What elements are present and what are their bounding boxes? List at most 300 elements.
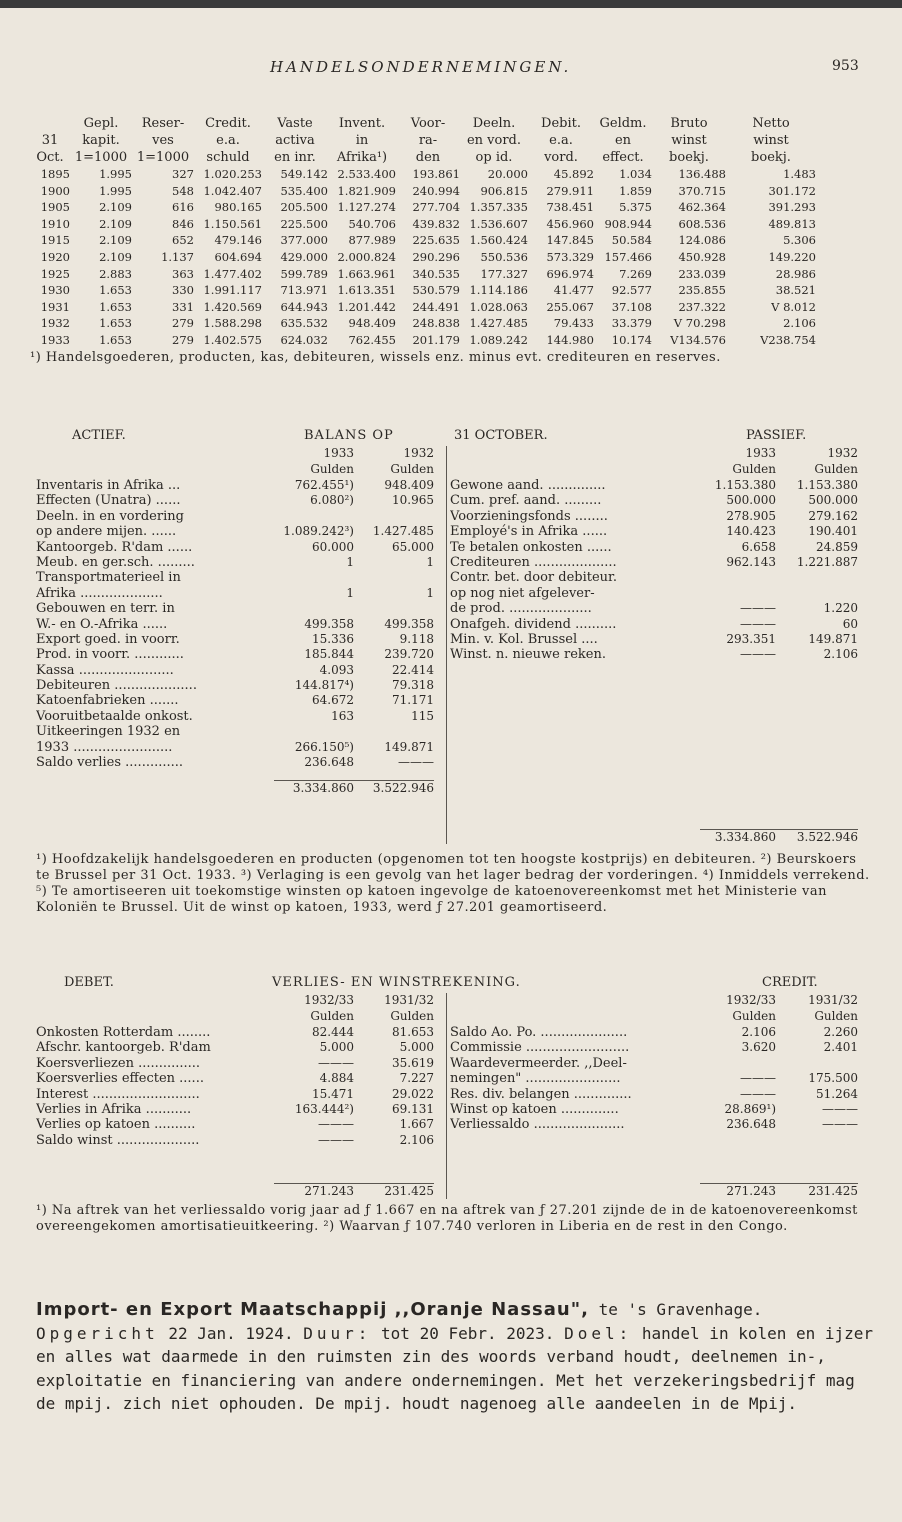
value-cell: 456.960: [546, 216, 594, 231]
item-value-current: 762.455¹): [294, 478, 354, 492]
value-cell: 2.109: [99, 233, 132, 248]
value-cell: 1.653: [99, 299, 132, 314]
item-value-current: [700, 1056, 776, 1071]
column-header: op id.: [475, 150, 513, 165]
value-cell: 235.855: [678, 283, 726, 298]
item-value-previous: 35.619: [392, 1055, 434, 1070]
item-value-current: 236.648: [304, 755, 354, 770]
item-value-current: 4.093: [319, 662, 354, 677]
list-item: [36, 678, 444, 693]
credit-column: [450, 993, 872, 1198]
credit-units: [450, 1009, 872, 1025]
table-row: [30, 282, 872, 299]
list-item: [450, 1071, 872, 1086]
total-1932: 3.522.946: [776, 829, 858, 845]
value-cell: 2.109: [99, 216, 132, 231]
table-row: [30, 166, 872, 183]
value-cell: 1.357.335: [469, 200, 528, 215]
item-label: Interest ..........................: [36, 1086, 200, 1102]
running-title: HANDELSONDERNEMINGEN.: [270, 58, 572, 76]
value-cell: 41.477: [553, 283, 594, 298]
value-cell: 1.089.242: [469, 332, 528, 347]
item-value-current: 163: [331, 708, 354, 723]
list-item: [450, 478, 872, 493]
item-value-previous: [776, 586, 858, 601]
item-value-current: 2.106: [741, 1025, 776, 1039]
item-value-current: 64.672: [312, 693, 354, 708]
item-label: Kassa .......................: [36, 662, 174, 678]
year-cell: 1905: [40, 200, 70, 215]
total-1933: 3.334.860: [274, 780, 354, 796]
item-value-current: 28.869¹): [724, 1101, 776, 1116]
value-cell: 696.974: [546, 266, 594, 281]
credit-lines: [450, 1025, 872, 1133]
year-cell: 1920: [40, 249, 70, 264]
item-value-previous: 1: [426, 585, 434, 600]
list-item: [450, 493, 872, 508]
value-cell: 906.815: [480, 183, 528, 198]
item-value-previous: 69.131: [392, 1101, 434, 1116]
item-label: Saldo winst ....................: [36, 1132, 200, 1148]
debet-years: [36, 993, 444, 1009]
year-cell: 1900: [40, 183, 70, 198]
item-label: Te betalen onkosten ......: [450, 539, 612, 555]
list-item: [36, 478, 444, 493]
item-value-current: 962.143: [726, 554, 776, 569]
list-item: [36, 570, 444, 585]
list-item: [450, 617, 872, 632]
item-value-previous: 279.162: [808, 508, 858, 523]
item-label: W.- en O.-Afrika ......: [36, 616, 168, 632]
table-row: [30, 266, 872, 283]
list-item: [36, 663, 444, 678]
column-header: in: [355, 133, 369, 148]
item-value-previous: 499.358: [384, 616, 434, 631]
value-cell: 20.000: [487, 167, 528, 181]
year-cell: 1932: [40, 316, 70, 331]
year-cell: 1933: [40, 332, 70, 347]
value-cell: 363: [172, 266, 194, 281]
value-cell: 92.577: [611, 283, 652, 298]
value-cell: 1.042.407: [203, 183, 262, 198]
credit-total: [450, 1183, 858, 1199]
value-cell: 330: [172, 283, 194, 298]
company-place: te 's Gravenhage.: [598, 1300, 763, 1319]
value-cell: V 8.012: [771, 299, 816, 314]
value-cell: 479.146: [214, 233, 262, 248]
value-cell: 377.000: [280, 233, 328, 248]
item-label: Contr. bet. door debiteur.: [450, 570, 617, 586]
value-cell: 391.293: [768, 200, 816, 215]
item-label: Winst. n. nieuwe reken.: [450, 647, 606, 663]
column-header: boekj.: [669, 150, 709, 165]
unit-label: Gulden: [310, 1009, 354, 1023]
list-item: [36, 1117, 444, 1132]
year-1933: 1933: [745, 446, 776, 460]
column-header: winst: [753, 133, 789, 148]
year-cell: 1910: [40, 216, 70, 231]
year-cell: 1931: [40, 299, 70, 314]
unit-label: Gulden: [390, 1009, 434, 1023]
item-value-current: [700, 570, 776, 585]
value-cell: 233.039: [678, 266, 726, 281]
list-item: [36, 509, 444, 524]
actief-heading: ACTIEF.: [72, 428, 126, 443]
value-cell: 5.375: [619, 200, 652, 215]
item-value-current: ———: [318, 1132, 354, 1147]
value-cell: 1.420.569: [203, 299, 262, 314]
value-cell: 331: [172, 299, 194, 314]
value-cell: 327: [172, 167, 194, 181]
value-cell: 489.813: [768, 216, 816, 231]
value-cell: 2.109: [99, 249, 132, 264]
doel-text: handel in kolen en ijzer en alles wat daarmede in den ruimsten zin des woords verband houdt, deelnemen in-, exploitatie en financiering van andere ondernemingen. Met het verzekeringsbedrijf mag de mpij. zich niet ophouden. De mpij. houdt nagenoeg alle aandeelen in de Mpij.: [36, 1323, 874, 1413]
value-cell: 1.995: [99, 183, 132, 198]
list-item: [36, 493, 444, 508]
item-label: Afschr. kantoorgeb. R'dam: [36, 1040, 211, 1056]
value-cell: 549.142: [280, 167, 328, 181]
item-value-previous: 190.401: [808, 524, 858, 539]
value-cell: V238.754: [760, 332, 816, 347]
value-cell: 462.364: [678, 200, 726, 215]
value-cell: 608.536: [678, 216, 726, 231]
value-cell: 1.821.909: [337, 183, 396, 198]
wv-footnote: ¹) Na aftrek van het verliessaldo vorig jaar ad ƒ 1.667 en na aftrek van ƒ 27.201 zijnde de in de katoenovereenkomst overeengekomen amortisatieuitkeering. ²) Waarvan ƒ 107.740 verloren in Liberia en de rest in den Congo.: [36, 1203, 858, 1234]
value-cell: 1.028.063: [469, 299, 528, 314]
overview-footnote: ¹) Handelsgoederen, producten, kas, debiteuren, wissels enz. minus evt. crediteuren en reserves.: [30, 349, 721, 365]
passief-units: [450, 462, 872, 478]
value-cell: 1.427.485: [469, 316, 528, 331]
item-label: Debiteuren ....................: [36, 678, 197, 694]
value-cell: 33.379: [611, 316, 652, 331]
list-item: [450, 601, 872, 616]
item-label: Res. div. belangen ..............: [450, 1086, 632, 1102]
balance-title-row: [36, 428, 872, 444]
column-header: ra-: [418, 133, 438, 148]
value-cell: 1.034: [619, 167, 652, 181]
item-label: de prod. ....................: [450, 601, 592, 617]
value-cell: 1.588.298: [203, 316, 262, 331]
list-item: [450, 1025, 872, 1040]
opgericht-value: 22 Jan. 1924.: [168, 1323, 294, 1343]
item-label: Prod. in voorr. ............: [36, 647, 184, 663]
value-cell: 38.521: [775, 283, 816, 298]
value-cell: 1.991.117: [203, 283, 262, 298]
list-item: [450, 1102, 872, 1117]
item-value-previous: 60: [842, 616, 858, 631]
list-item: [36, 1071, 444, 1086]
item-value-current: 266.150⁵): [294, 739, 354, 754]
list-item: [36, 617, 444, 632]
value-cell: 2.000.824: [337, 249, 396, 264]
value-cell: 301.172: [768, 183, 816, 198]
value-cell: 7.269: [619, 266, 652, 281]
item-value-previous: [354, 601, 434, 616]
value-cell: 738.451: [546, 200, 594, 215]
value-cell: 450.928: [678, 249, 726, 264]
item-label: Commissie .........................: [450, 1040, 630, 1056]
value-cell: 429.000: [280, 249, 328, 264]
column-header: Voor-: [410, 116, 446, 131]
item-value-current: ———: [318, 1055, 354, 1070]
value-cell: 10.174: [611, 332, 652, 347]
balance-sheet: [36, 428, 872, 916]
item-label: Waardevermeerder. ,,Deel-: [450, 1055, 627, 1071]
unit-label: Gulden: [814, 462, 858, 476]
column-header: kapit.: [82, 133, 120, 148]
value-cell: 201.179: [412, 332, 460, 347]
wv-heading: VERLIES- EN WINSTREKENING.: [272, 975, 521, 990]
actief-column: [36, 446, 444, 796]
passief-lines: [450, 478, 872, 663]
item-value-previous: [776, 570, 858, 585]
item-label: Crediteuren ....................: [450, 554, 617, 570]
column-header: Vaste: [277, 116, 313, 131]
unit-label: Gulden: [732, 1009, 776, 1023]
list-item: [450, 586, 872, 601]
value-cell: 2.109: [99, 200, 132, 215]
item-label: Employé's in Afrika ......: [450, 524, 608, 540]
value-cell: 1.150.561: [203, 216, 262, 231]
column-header: Reser-: [141, 116, 185, 131]
item-value-current: 293.351: [726, 631, 776, 646]
item-value-previous: 29.022: [392, 1086, 434, 1101]
value-cell: 5.306: [783, 233, 816, 248]
duur-label: Duur:: [303, 1323, 372, 1343]
item-label: Voorzieningsfonds ........: [450, 508, 608, 524]
item-label: op andere mijen. ......: [36, 524, 177, 540]
credit-heading: CREDIT.: [762, 975, 818, 990]
table-row: [30, 232, 872, 249]
value-cell: 1.114.186: [469, 283, 528, 298]
value-cell: 124.086: [678, 233, 726, 248]
item-label: op nog niet afgelever-: [450, 585, 595, 601]
item-value-previous: 239.720: [384, 647, 434, 662]
value-cell: 279: [172, 316, 194, 331]
total-1932-33: 271.243: [274, 1183, 354, 1199]
actief-units: [36, 462, 444, 478]
value-cell: 370.715: [678, 183, 726, 198]
overview-rows: [30, 166, 872, 349]
item-label: Gewone aand. ..............: [450, 478, 606, 493]
item-label: Transportmaterieel in: [36, 570, 181, 586]
value-cell: 1.560.424: [469, 233, 528, 248]
value-cell: 908.944: [604, 216, 652, 231]
value-cell: 136.488: [678, 167, 726, 181]
value-cell: 624.032: [280, 332, 328, 347]
column-header: Geldm.: [599, 116, 647, 131]
value-cell: 177.327: [480, 266, 528, 281]
table-row: [30, 299, 872, 316]
item-value-current: 3.620: [741, 1040, 776, 1055]
value-cell: 237.322: [678, 299, 726, 314]
list-item: [36, 740, 444, 755]
column-divider: [446, 993, 447, 1199]
item-value-current: 1.153.380: [714, 478, 776, 492]
year-1932: 1932: [827, 446, 858, 460]
item-value-previous: 149.871: [384, 739, 434, 754]
list-item: [36, 1025, 444, 1040]
item-label: Onafgeh. dividend ..........: [450, 616, 617, 632]
opgericht-label: Opgericht: [36, 1323, 159, 1343]
item-value-previous: 2.106: [399, 1132, 434, 1147]
item-value-current: ———: [318, 1117, 354, 1132]
item-value-current: 500.000: [726, 493, 776, 508]
value-cell: 1.653: [99, 316, 132, 331]
value-cell: 550.536: [480, 249, 528, 264]
value-cell: 225.635: [412, 233, 460, 248]
company-name: Import- en Export Maatschappij ,,Oranje Nassau",: [36, 1299, 589, 1320]
value-cell: 147.845: [546, 233, 594, 248]
list-item: [36, 1087, 444, 1102]
debet-heading: DEBET.: [64, 975, 114, 990]
column-header: 1=1000: [74, 150, 128, 165]
value-cell: 616: [172, 200, 194, 215]
item-value-current: [274, 601, 354, 616]
item-value-previous: [354, 570, 434, 585]
value-cell: 548: [172, 183, 194, 198]
column-header: en vord.: [466, 133, 522, 148]
item-value-previous: ———: [822, 1101, 858, 1116]
value-cell: 2.883: [99, 266, 132, 281]
list-item: [36, 524, 444, 539]
column-header: en: [614, 133, 632, 148]
passief-years: [450, 446, 872, 462]
credit-years: [450, 993, 872, 1009]
item-label: Afrika ....................: [36, 585, 163, 601]
item-value-previous: 10.965: [392, 493, 434, 508]
overview-header-line: [30, 115, 872, 132]
item-value-previous: 175.500: [808, 1071, 858, 1086]
value-cell: 1.995: [99, 167, 132, 181]
total-1932: 3.522.946: [354, 780, 434, 796]
value-cell: 530.579: [412, 283, 460, 298]
item-label: Winst op katoen ..............: [450, 1101, 619, 1117]
list-item: [450, 1087, 872, 1102]
column-header: effect.: [602, 150, 644, 165]
column-header: 31: [41, 133, 59, 148]
item-value-current: 15.336: [312, 631, 354, 646]
value-cell: 2.106: [783, 316, 816, 331]
item-label: Effecten (Unatra) ......: [36, 493, 181, 509]
year-1931-32: 1931/32: [808, 993, 858, 1007]
list-item: [450, 1117, 872, 1132]
item-label: Verliessaldo ......................: [450, 1117, 625, 1133]
item-value-previous: 149.871: [808, 631, 858, 646]
value-cell: 439.832: [412, 216, 460, 231]
value-cell: 713.971: [280, 283, 328, 298]
item-label: Meub. en ger.sch. .........: [36, 554, 195, 570]
overview-header-line: [30, 149, 872, 166]
value-cell: 652: [172, 233, 194, 248]
value-cell: 1.477.402: [203, 266, 262, 281]
balance-footnote: ¹) Hoofdzakelijk handelsgoederen en producten (opgenomen tot ten hoogste kostprijs) en debiteuren. ²) Beurskoers te Brussel per 31 Oct. 1933. ³) Verlaging is een gevolg van het lager bedrag der vorderingen. ⁴) Inmiddels verrekend. ⁵) Te amortiseeren uit toekomstige winsten op katoen ingevolge de katoenovereenkomst met het Ministerie van Koloniën te Brussel. Uit de winst op katoen, 1933, werd ƒ 27.201 geamortiseerd.: [36, 852, 870, 915]
item-label: Deeln. in en vordering: [36, 508, 184, 524]
item-value-current: 278.905: [726, 508, 776, 523]
item-label: Koersverlies effecten ......: [36, 1071, 204, 1087]
duur-value: tot 20 Febr. 2023.: [381, 1323, 555, 1343]
overview-header-line: [30, 132, 872, 149]
list-item: [36, 647, 444, 662]
item-label: Onkosten Rotterdam ........: [36, 1025, 211, 1040]
value-cell: 50.584: [611, 233, 652, 248]
doel-label: Doel:: [564, 1323, 633, 1343]
item-value-previous: ———: [398, 755, 434, 770]
value-cell: 1.201.442: [337, 299, 396, 314]
value-cell: 144.980: [546, 332, 594, 347]
item-value-current: ———: [740, 616, 776, 631]
value-cell: V 70.298: [673, 316, 726, 331]
value-cell: 149.220: [768, 249, 816, 264]
balance-heading-date: 31 OCTOBER.: [454, 428, 548, 443]
item-value-current: 1.089.242³): [283, 524, 354, 539]
profit-loss-account: [36, 975, 872, 1235]
value-cell: 1.402.575: [203, 332, 262, 347]
item-label: Export goed. in voorr.: [36, 631, 180, 647]
item-label: Verlies op katoen ..........: [36, 1117, 196, 1133]
item-label: Vooruitbetaalde onkost.: [36, 708, 193, 724]
wv-columns: [36, 993, 872, 1199]
list-item: [36, 709, 444, 724]
unit-label: Gulden: [310, 462, 354, 476]
value-cell: 45.892: [553, 167, 594, 181]
list-item: [36, 601, 444, 616]
item-value-previous: ———: [822, 1117, 858, 1132]
item-value-current: 1: [346, 554, 354, 569]
list-item: [36, 1133, 444, 1148]
value-cell: 877.989: [348, 233, 396, 248]
list-item: [450, 1056, 872, 1071]
list-item: [450, 509, 872, 524]
item-value-previous: [354, 509, 434, 524]
value-cell: 846: [172, 216, 194, 231]
item-label: Min. v. Kol. Brussel ....: [450, 631, 598, 647]
item-value-previous: 1.427.485: [372, 524, 434, 539]
value-cell: 205.500: [280, 200, 328, 215]
value-cell: 340.535: [412, 266, 460, 281]
item-value-current: 4.884: [319, 1071, 354, 1086]
list-item: [36, 1102, 444, 1117]
item-label: Uitkeeringen 1932 en: [36, 724, 181, 740]
item-value-previous: 2.106: [823, 647, 858, 662]
scan-edge: [0, 0, 902, 8]
year-1931-32: 1931/32: [384, 993, 434, 1007]
item-value-previous: 5.000: [399, 1040, 434, 1055]
value-cell: 279: [172, 332, 194, 347]
year-1932-33: 1932/33: [304, 993, 354, 1007]
list-item: [36, 693, 444, 708]
year-cell: 1930: [40, 283, 70, 298]
total-1933: 3.334.860: [700, 829, 776, 845]
value-cell: 635.532: [280, 316, 328, 331]
item-value-previous: 1: [426, 554, 434, 569]
column-header: Deeln.: [472, 116, 516, 131]
item-value-current: 5.000: [319, 1040, 354, 1055]
balance-columns: [36, 446, 872, 844]
passief-column: [450, 446, 872, 844]
total-1931-32: 231.425: [776, 1183, 858, 1199]
column-header: boekj.: [751, 150, 791, 165]
item-label: Saldo Ao. Po. .....................: [450, 1025, 628, 1040]
column-header: e.a.: [549, 133, 573, 148]
year-cell: 1895: [40, 167, 70, 181]
unit-label: Gulden: [732, 462, 776, 476]
list-item: [450, 540, 872, 555]
column-header: ves: [152, 133, 174, 148]
column-header: Invent.: [338, 116, 386, 131]
value-cell: 79.433: [553, 316, 594, 331]
value-cell: 535.400: [280, 183, 328, 198]
